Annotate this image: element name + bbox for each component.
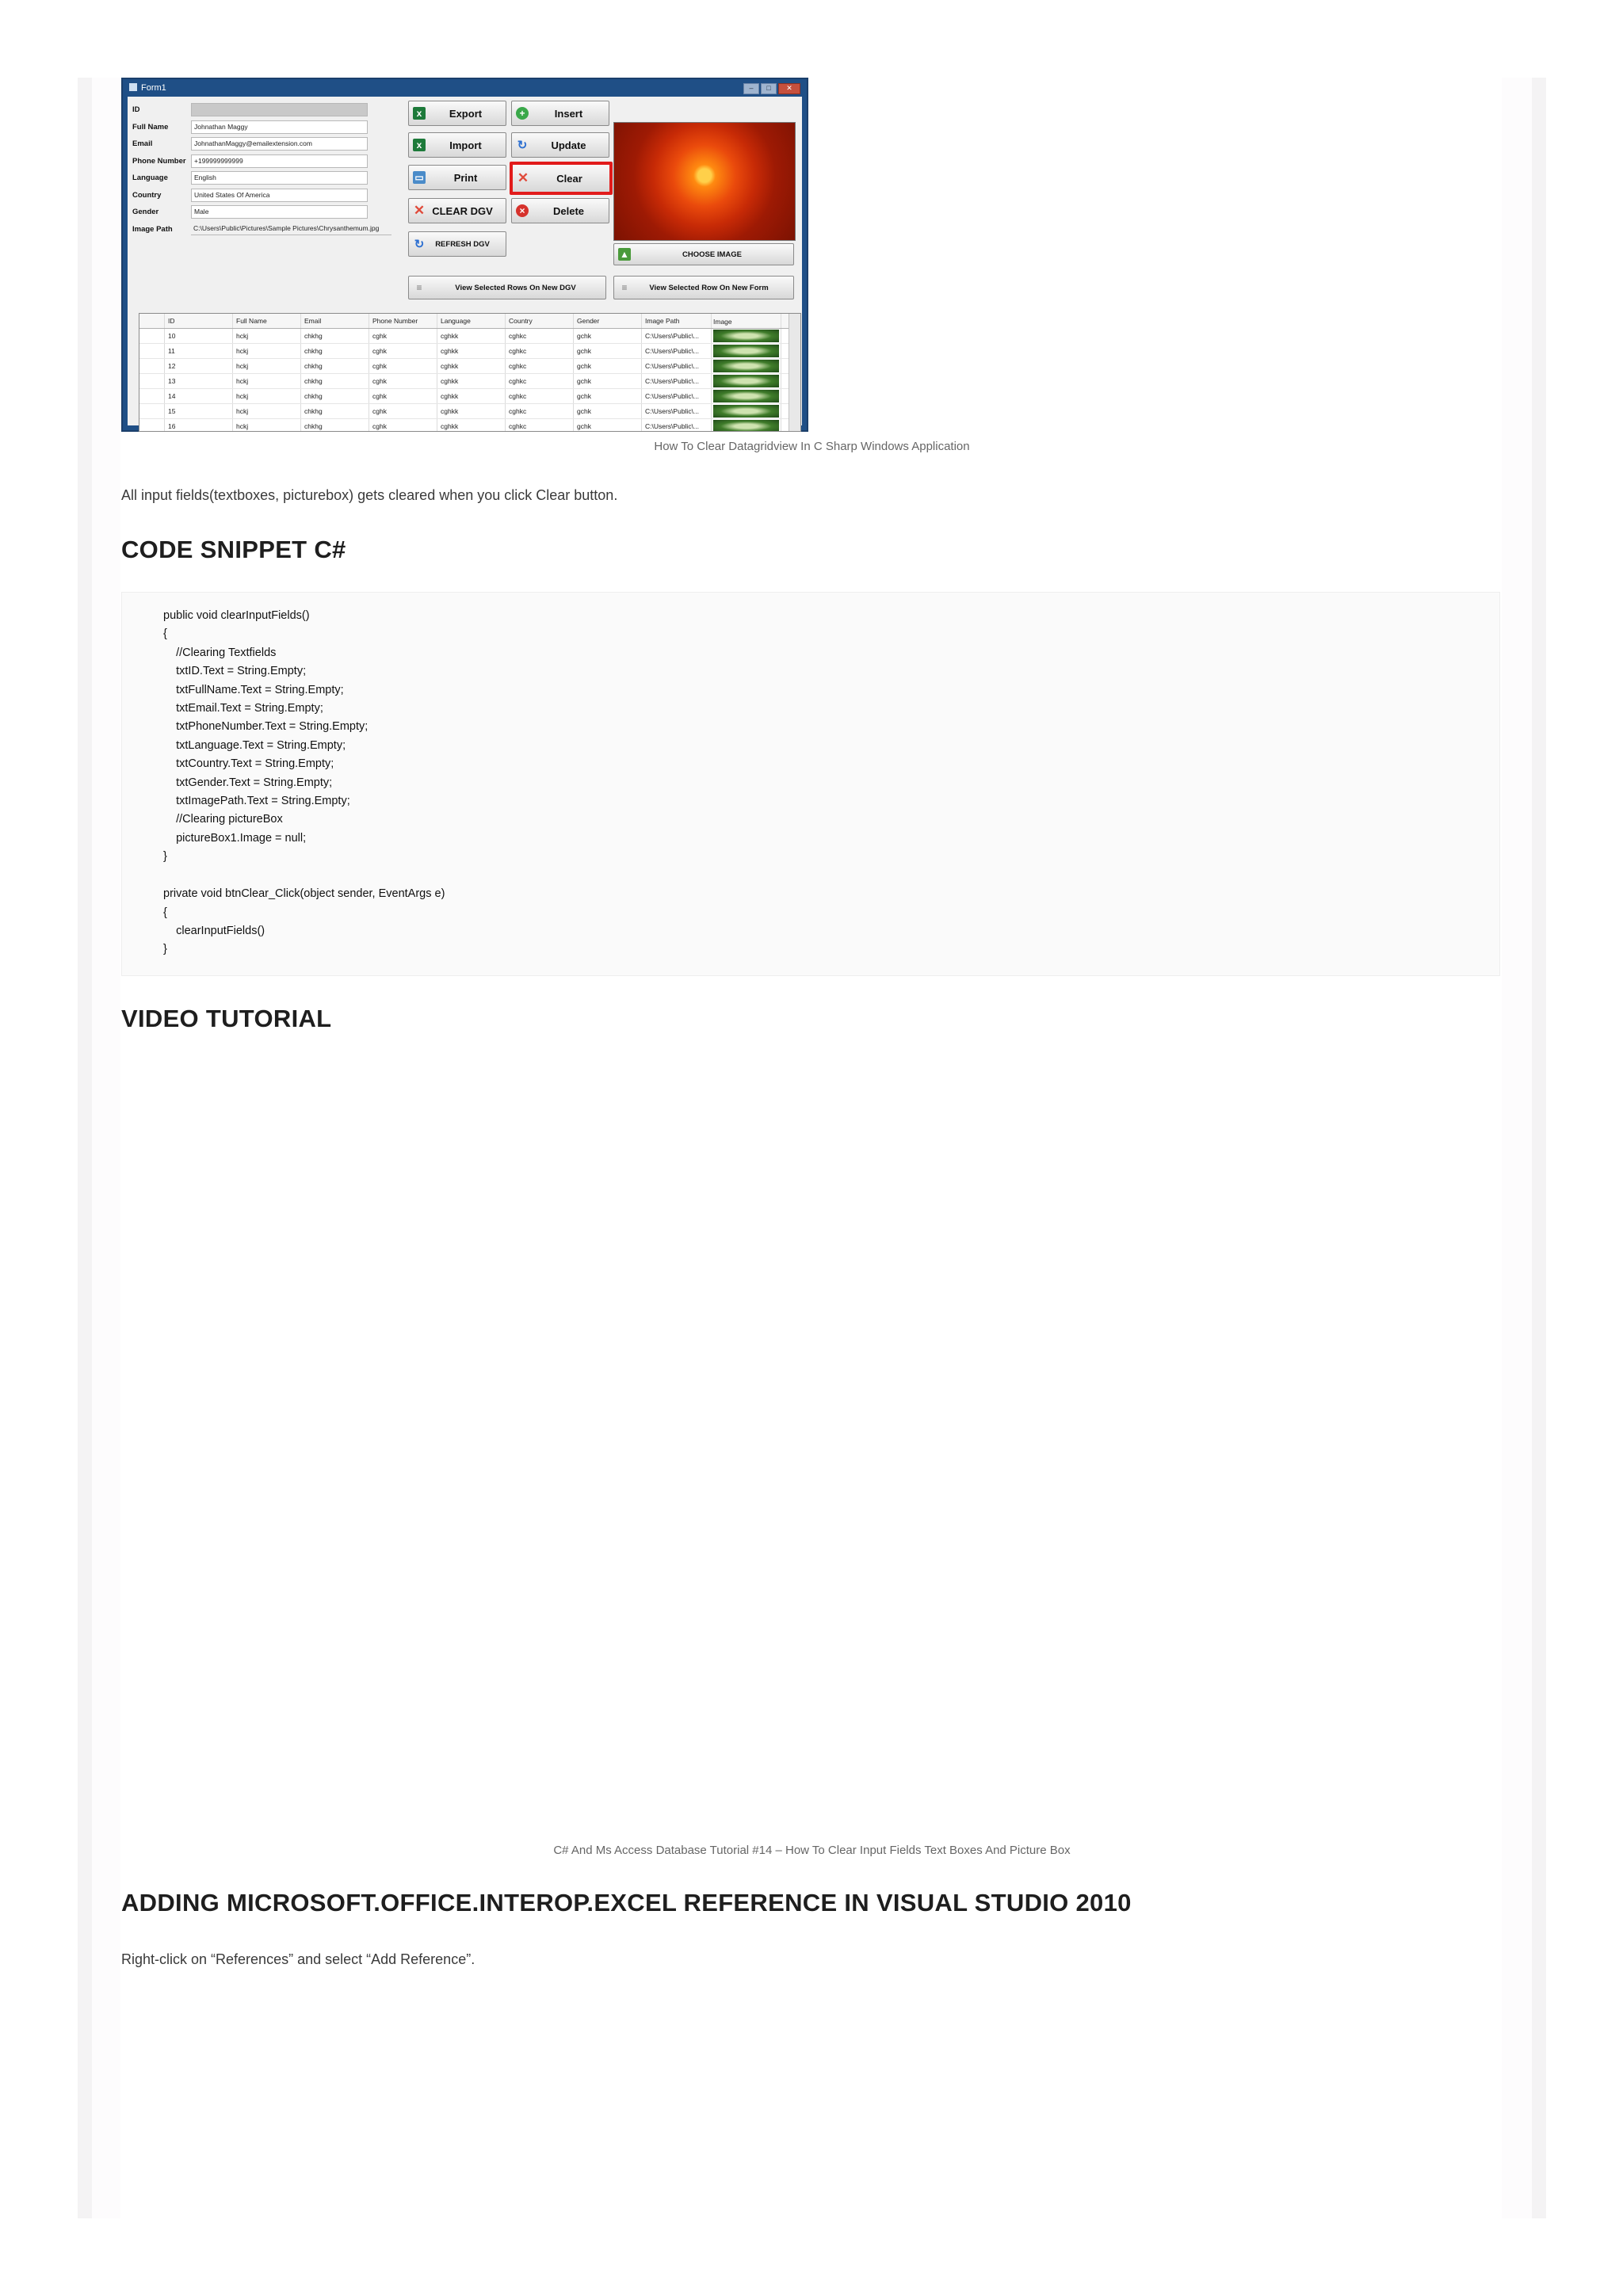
- right-rail: [1532, 78, 1546, 2218]
- grid-cell: cghkk: [437, 344, 506, 358]
- grid-cell: hckj: [233, 329, 301, 343]
- field-label-country: Country: [132, 190, 162, 200]
- list-icon: ≡: [621, 282, 628, 293]
- clear-button: ✕ Clear: [510, 162, 613, 195]
- grid-cell: hckj: [233, 344, 301, 358]
- code-block: [121, 592, 1500, 976]
- grid-cell: cghkc: [506, 329, 574, 343]
- video-embed-area: [121, 1044, 1500, 1821]
- email-field: JohnathanMaggy@emailextension.com: [191, 137, 368, 151]
- grid-image-thumbnail: [712, 419, 781, 432]
- grid-image-thumbnail: [712, 329, 781, 343]
- x-icon: ✕: [413, 203, 426, 218]
- grid-cell: 15: [165, 404, 233, 418]
- grid-cell: gchk: [574, 329, 642, 343]
- grid-cell: cghkk: [437, 389, 506, 403]
- imagepath-field: C:\Users\Public\Pictures\Sample Pictures\Chrysanthemum.jpg: [191, 223, 391, 235]
- printer-icon: ▭: [413, 171, 426, 184]
- refresh-icon: ↻: [517, 139, 528, 152]
- plus-icon: +: [516, 107, 529, 120]
- code-text: public void clearInputFields() { //Clearing Textfields txtID.Text = String.Empty; txtFullName.Text = String.Empty; txtEmail.Text = String.Empty; txtPhoneNumber.Text = String.Empty; txtLanguage.Text = String.Empty; txtCountry.Text = String.Empty; txtGender.Text = String.Empty; txtImagePath.Text = String.Empty; //Clearing pictureBox pictureBox1.Image = null; } private void btnClear_Click(object sender, EventArgs e) { clearInputFields() }: [163, 609, 445, 956]
- image-icon: ▲: [618, 248, 631, 261]
- fullname-field: Johnathan Maggy: [191, 120, 368, 134]
- grid-header-cell: Email: [301, 314, 369, 328]
- view-rows-new-dgv-button: ≡ View Selected Rows On New DGV: [408, 276, 606, 299]
- grid-cell: C:\Users\Public\...: [642, 359, 712, 373]
- grid-cell: chkhg: [301, 329, 369, 343]
- grid-cell: cghk: [369, 359, 437, 373]
- grid-image-thumbnail: [712, 389, 781, 403]
- grid-cell: C:\Users\Public\...: [642, 329, 712, 343]
- grid-cell: cghkc: [506, 419, 574, 432]
- datagridview: [139, 313, 801, 432]
- excel-icon: x: [413, 139, 426, 151]
- print-button: ▭ Print: [408, 165, 506, 190]
- grid-image-thumbnail: [712, 344, 781, 358]
- field-label-fullname: Full Name: [132, 122, 169, 132]
- video-caption: C# And Ms Access Database Tutorial #14 – How To Clear Input Fields Text Boxes And Picture Box: [553, 1844, 1071, 1857]
- grid-cell: chkhg: [301, 404, 369, 418]
- grid-cell: hckj: [233, 389, 301, 403]
- phone-field: +199999999999: [191, 154, 368, 168]
- language-field: English: [191, 171, 368, 185]
- export-button: x Export: [408, 101, 506, 126]
- left-rail: [78, 78, 92, 2218]
- grid-header: [139, 314, 800, 329]
- excel-icon: x: [413, 107, 426, 120]
- heading-video-tutorial: VIDEO TUTORIAL: [121, 1005, 332, 1032]
- refresh-icon: ↻: [414, 238, 425, 251]
- grid-cell: C:\Users\Public\...: [642, 419, 712, 432]
- grid-cell: gchk: [574, 404, 642, 418]
- grid-cell: chkhg: [301, 344, 369, 358]
- chrysanthemum-picturebox: [613, 122, 796, 241]
- table-row: [139, 389, 800, 404]
- window-titlebar: [126, 81, 804, 95]
- form-icon: [129, 83, 137, 91]
- list-icon: ≡: [416, 282, 422, 293]
- id-field: [191, 103, 368, 116]
- table-row: [139, 344, 800, 359]
- grid-cell: cghk: [369, 404, 437, 418]
- grid-cell: cghkc: [506, 374, 574, 388]
- grid-header-cell: Phone Number: [369, 314, 437, 328]
- view-row-new-form-button: ≡ View Selected Row On New Form: [613, 276, 794, 299]
- grid-cell: gchk: [574, 344, 642, 358]
- grid-cell: cghkc: [506, 359, 574, 373]
- heading-excel-reference: ADDING MICROSOFT.OFFICE.INTEROP.EXCEL REFERENCE IN VISUAL STUDIO 2010: [121, 1889, 1132, 1917]
- grid-cell: cghkc: [506, 404, 574, 418]
- excel-reference-paragraph: Right-click on “References” and select “Add Reference”.: [121, 1951, 475, 1967]
- figure-caption: How To Clear Datagridview In C Sharp Windows Application: [654, 440, 970, 453]
- table-row: [139, 359, 800, 374]
- country-field: United States Of America: [191, 189, 368, 202]
- table-row: [139, 419, 800, 432]
- clear-dgv-button: ✕ CLEAR DGV: [408, 198, 506, 223]
- insert-button: + Insert: [511, 101, 609, 126]
- grid-header-cell: Gender: [574, 314, 642, 328]
- field-label-imagepath: Image Path: [132, 224, 173, 234]
- refresh-dgv-button: ↻ REFRESH DGV: [408, 231, 506, 257]
- grid-cell: hckj: [233, 359, 301, 373]
- grid-cell: cghk: [369, 374, 437, 388]
- grid-cell: hckj: [233, 419, 301, 432]
- grid-header-cell: Image Path: [642, 314, 712, 328]
- grid-cell: hckj: [233, 404, 301, 418]
- grid-cell: C:\Users\Public\...: [642, 404, 712, 418]
- field-label-id: ID: [132, 105, 140, 115]
- window-title: Form1: [141, 83, 166, 93]
- grid-cell: 14: [165, 389, 233, 403]
- delete-button: × Delete: [511, 198, 609, 223]
- grid-header-cell: Image: [712, 314, 781, 328]
- grid-cell: hckj: [233, 374, 301, 388]
- field-label-phone: Phone Number: [132, 156, 186, 166]
- table-row: [139, 329, 800, 344]
- window-controls: [743, 83, 800, 94]
- grid-header-cell: Country: [506, 314, 574, 328]
- field-label-gender: Gender: [132, 208, 159, 217]
- intro-paragraph: All input fields(textboxes, picturebox) gets cleared when you click Clear button.: [121, 487, 618, 503]
- grid-cell: gchk: [574, 419, 642, 432]
- grid-cell: cghkk: [437, 374, 506, 388]
- field-label-email: Email: [132, 139, 153, 149]
- grid-cell: cghkk: [437, 404, 506, 418]
- table-row: [139, 374, 800, 389]
- grid-cell: 16: [165, 419, 233, 432]
- winforms-screenshot: [121, 78, 808, 432]
- grid-header-cell: ID: [165, 314, 233, 328]
- input-fields: [132, 101, 410, 238]
- grid-cell: cghkc: [506, 389, 574, 403]
- grid-cell: cghk: [369, 419, 437, 432]
- grid-cell: chkhg: [301, 359, 369, 373]
- grid-cell: cghkk: [437, 419, 506, 432]
- delete-icon: ×: [516, 204, 529, 217]
- grid-cell: cghk: [369, 329, 437, 343]
- maximize-icon: □: [761, 83, 777, 94]
- field-label-language: Language: [132, 174, 168, 183]
- update-button: ↻ Update: [511, 132, 609, 158]
- grid-cell: cghkk: [437, 359, 506, 373]
- grid-cell: cghkc: [506, 344, 574, 358]
- grid-cell: gchk: [574, 374, 642, 388]
- table-row: [139, 404, 800, 419]
- minimize-icon: –: [743, 83, 759, 94]
- grid-cell: cghk: [369, 344, 437, 358]
- grid-cell: C:\Users\Public\...: [642, 389, 712, 403]
- grid-image-thumbnail: [712, 359, 781, 373]
- grid-cell: 10: [165, 329, 233, 343]
- gender-field: Male: [191, 205, 368, 219]
- close-icon: ✕: [778, 83, 800, 94]
- grid-cell: 12: [165, 359, 233, 373]
- heading-code-snippet: CODE SNIPPET C#: [121, 536, 346, 563]
- grid-cell: 11: [165, 344, 233, 358]
- grid-image-thumbnail: [712, 404, 781, 418]
- grid-header-cell: Language: [437, 314, 506, 328]
- grid-image-thumbnail: [712, 374, 781, 388]
- grid-cell: C:\Users\Public\...: [642, 344, 712, 358]
- grid-header-cell: Full Name: [233, 314, 301, 328]
- grid-cell: 13: [165, 374, 233, 388]
- form-body: [128, 97, 802, 430]
- grid-cell: C:\Users\Public\...: [642, 374, 712, 388]
- grid-cell: gchk: [574, 359, 642, 373]
- grid-cell: chkhg: [301, 389, 369, 403]
- grid-cell: cghk: [369, 389, 437, 403]
- grid-cell: cghkk: [437, 329, 506, 343]
- x-icon: ✕: [517, 170, 529, 185]
- import-button: x Import: [408, 132, 506, 158]
- choose-image-button: ▲ CHOOSE IMAGE: [613, 243, 794, 265]
- grid-cell: chkhg: [301, 374, 369, 388]
- grid-rows: [139, 329, 800, 432]
- grid-scrollbar: [789, 314, 800, 431]
- grid-cell: chkhg: [301, 419, 369, 432]
- grid-cell: gchk: [574, 389, 642, 403]
